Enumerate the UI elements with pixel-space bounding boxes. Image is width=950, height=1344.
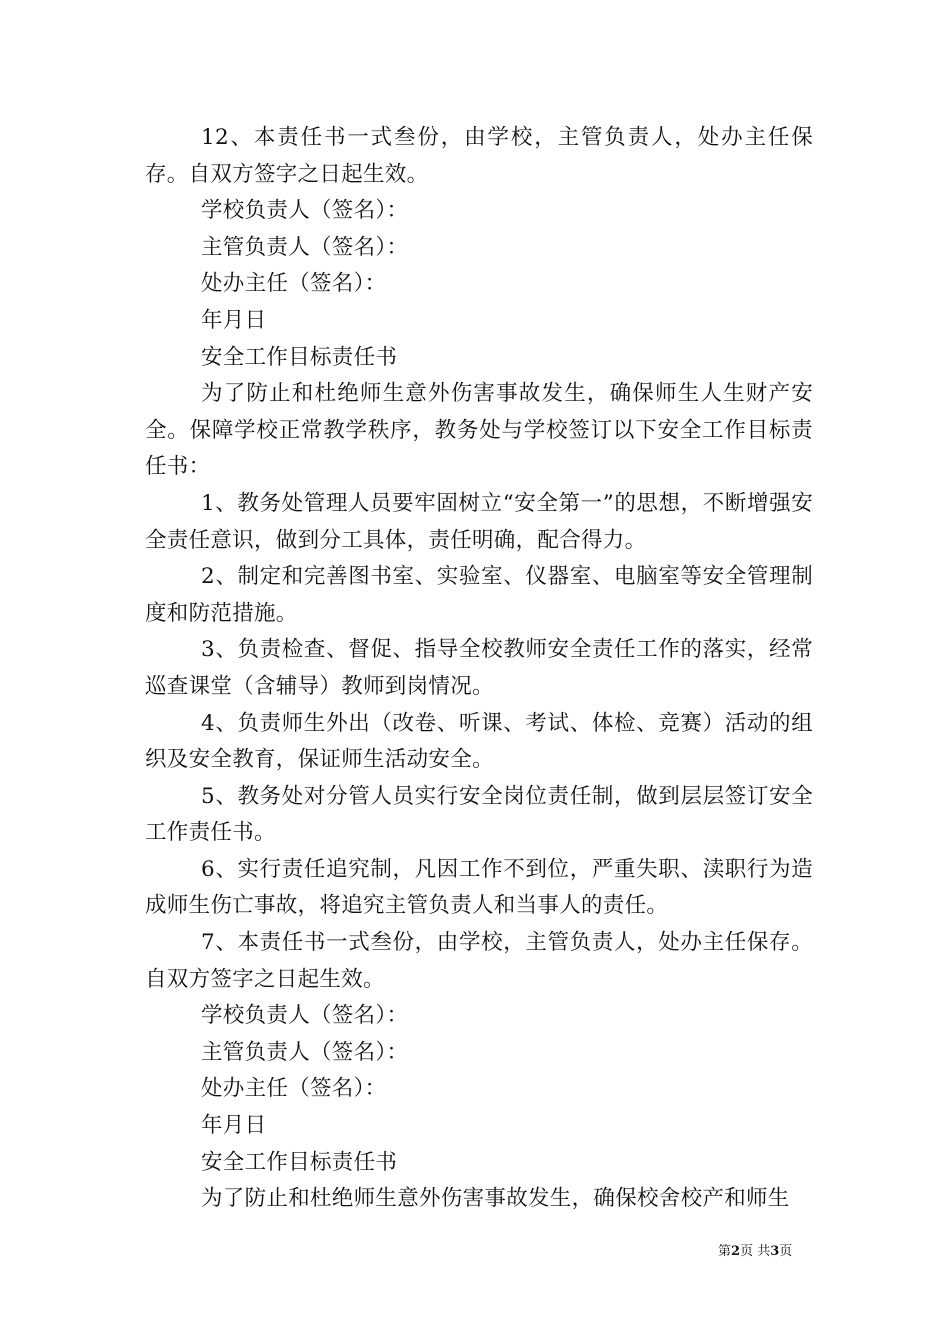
paragraph-item-5: 5、教务处对分管人员实行安全岗位责任制，做到层层签订安全工作责任书。 <box>145 783 813 846</box>
date-line: 年月日 <box>201 1113 267 1139</box>
intro-paragraph-continued: 为了防止和杜绝师生意外伤害事故发生，确保校舍校产和师生 <box>201 1186 790 1212</box>
section-title: 安全工作目标责任书 <box>201 1149 398 1175</box>
signature-line-supervisor: 主管负责人（签名）： <box>201 1039 409 1065</box>
paragraph-item-1: 1、教务处管理人员要牢固树立“安全第一”的思想，不断增强安全责任意识，做到分工具体，责任明确，配合得力。 <box>145 490 813 553</box>
footer-current-page: 2 <box>731 1244 741 1259</box>
intro-paragraph: 为了防止和杜绝师生意外伤害事故发生，确保师生人生财产安全。保障学校正常教学秩序，教务处与学校签订以下安全工作目标责任书： <box>145 381 813 480</box>
footer-prefix: 第 <box>718 1244 732 1259</box>
paragraph-item-7: 7、本责任书一式叁份，由学校，主管负责人，处办主任保存。自双方签字之日起生效。 <box>145 930 813 992</box>
signature-line-supervisor: 主管负责人（签名）： <box>201 234 409 260</box>
paragraph-item-12: 12、本责任书一式叁份，由学校，主管负责人，处办主任保存。自双方签字之日起生效。 <box>145 125 813 187</box>
footer-total-pages: 3 <box>770 1244 780 1259</box>
section-title: 安全工作目标责任书 <box>201 344 398 370</box>
paragraph-item-4: 4、负责师生外出（改卷、听课、考试、体检、竞赛）活动的组织及安全教育，保证师生活动安全。 <box>145 710 813 773</box>
signature-line-school-head: 学校负责人（签名）： <box>201 198 409 224</box>
paragraph-item-6: 6、实行责任追究制，凡因工作不到位，严重失职、渎职行为造成师生伤亡事故，将追究主管负责人和当事人的责任。 <box>145 856 813 919</box>
date-line: 年月日 <box>201 307 267 333</box>
paragraph-item-2: 2、制定和完善图书室、实验室、仪器室、电脑室等安全管理制度和防范措施。 <box>145 564 813 626</box>
signature-line-office-director: 处办主任（签名）： <box>201 1076 387 1102</box>
footer-suffix: 页 <box>779 1244 793 1259</box>
signature-line-school-head: 学校负责人（签名）： <box>201 1003 409 1029</box>
signature-line-office-director: 处办主任（签名）： <box>201 271 387 297</box>
footer-middle: 页 共 <box>740 1244 771 1259</box>
paragraph-item-3: 3、负责检查、督促、指导全校教师安全责任工作的落实，经常巡查课堂（含辅导）教师到岗情况。 <box>145 637 813 699</box>
page-number-footer <box>718 1244 792 1260</box>
document-body <box>145 120 813 1218</box>
